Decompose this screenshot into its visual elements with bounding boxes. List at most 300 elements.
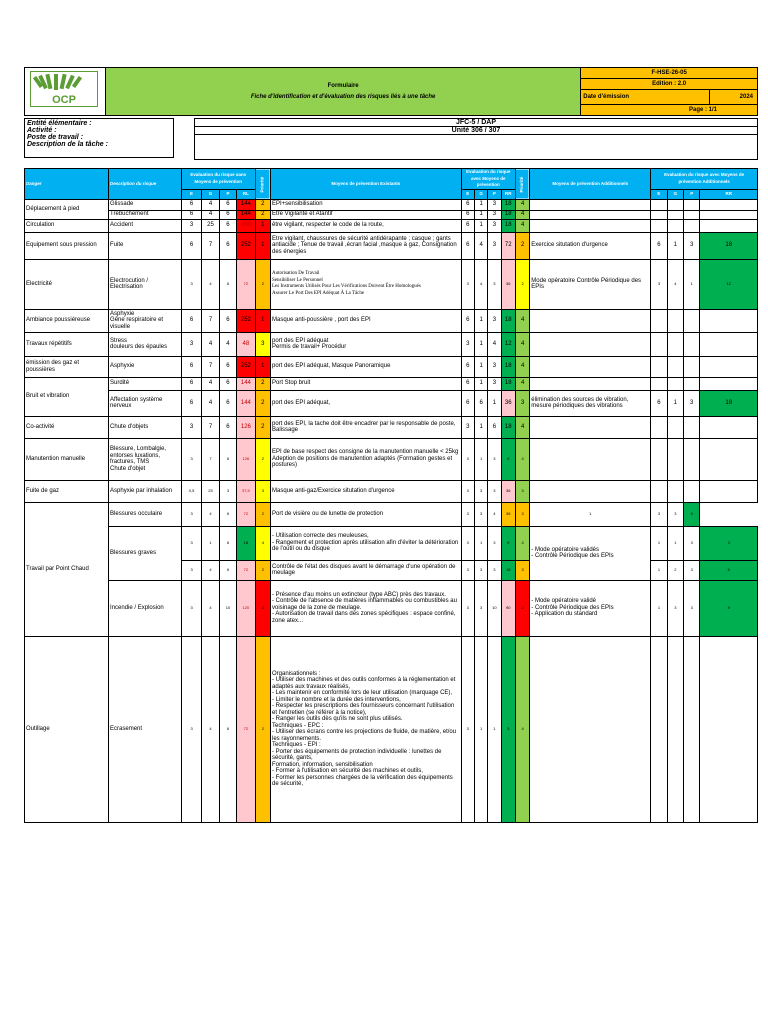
p2-value: 3 [488,526,501,560]
g2-value: 3 [474,580,487,636]
existing-means: Masque anti-gaz/Exercice situtation d'urgence [271,480,462,502]
col-rr3: RR [700,189,758,199]
rr3-value [700,309,758,332]
p3-value [684,199,700,210]
risk-description: Incendie / Explosion [109,580,182,636]
priority2-value: 4 [515,636,529,822]
priority-value: 2 [255,438,270,480]
rl-value: 126 [237,416,255,438]
task-info [24,118,174,158]
e3-value: 1 [651,526,667,560]
existing-means: EPI de base respect des consigne de la manutention manuelle < 25kg Adeption de positions de manutention adaptés (Formation gestes et postures) [271,438,462,480]
priority2-value: 4 [515,438,529,480]
table-row [25,416,758,438]
danger-cell: Electricité [25,259,109,309]
table-row [25,210,758,219]
p-value: 6 [219,259,236,309]
rl-value: 144 [237,210,255,219]
rr3-value [700,377,758,390]
description-label: Description de la tâche : [27,141,108,148]
rl-value: 72 [237,636,255,822]
e2-value: 3 [461,332,474,356]
rl-value: 37,5 [237,480,255,502]
priority-value: 2 [255,580,270,636]
e3-value [651,377,667,390]
table-header-row [25,169,758,190]
p-value: 6 [219,199,236,210]
g-value: 7 [202,438,219,480]
priority-value: 1 [255,232,270,259]
additional-means [530,219,651,232]
e-value: 3 [181,332,202,356]
priority2-value: 3 [515,502,529,526]
g3-value [667,332,683,356]
e3-value: 3 [651,259,667,309]
p3-value: 3 [684,526,700,560]
e3-value: 6 [651,390,667,416]
g2-value: 1 [474,210,487,219]
table-row [25,356,758,377]
rl-value: 144 [237,199,255,210]
p-value: 6 [219,210,236,219]
p-value: 6 [219,636,236,822]
p2-value: 3 [488,210,501,219]
p3-value [684,210,700,219]
danger-cell: Déplacement à pied [25,199,109,219]
g2-value: 4 [474,259,487,309]
e2-value: 3 [461,416,474,438]
priority2-value: 2 [515,580,529,636]
p2-value: 3 [488,438,501,480]
g3-value [667,416,683,438]
e-value: 3 [181,259,202,309]
ocp-logo [30,71,98,107]
p-value: 6 [219,309,236,332]
additional-means [530,377,651,390]
e3-value: 1 [651,560,667,580]
additional-means [530,210,651,219]
table-row [25,526,758,560]
rr-value: 18 [501,199,515,210]
p3-value: 1 [684,259,700,309]
table-row [25,377,758,390]
rr3-value [700,219,758,232]
e3-value: 1 [651,580,667,636]
additional-means: Exercice situtation d'urgence [530,232,651,259]
risk-description: Chute d'objets [109,416,182,438]
p2-value: 3 [488,377,501,390]
col-p3: P [684,189,700,199]
priority2-value: 2 [515,232,529,259]
p-value: 6 [219,390,236,416]
table-row [25,580,758,636]
g-value: 4 [202,210,219,219]
g2-value: 1 [474,199,487,210]
g3-value [667,309,683,332]
g-value: 25 [202,480,219,502]
existing-means: Autorisation De Travail Sensibiliser Le Personnel Les Instruments Utilisés Pour Les Vérifications Doivent Être Homologués Assurer Le Port Des EPI Adéquat À La Tâche [271,259,462,309]
rl-value: 72 [237,259,255,309]
e2-value: 3 [461,502,474,526]
existing-means: Port Stop bruit [271,377,462,390]
risk-description: Surdité [109,377,182,390]
col-rr: RR [501,189,515,199]
p-value: 6 [219,356,236,377]
e-value: 6 [181,390,202,416]
e2-value: 3 [461,526,474,560]
e3-value [651,416,667,438]
existing-means: - Présence d'au moins un extincteur (type ABC) près des travaux. - Contrôle de l'absence de matières inflammables ou combustibles au voisinage de la zone de meulage. - Autorisation de travail dans des zones spécifiques : espace confiné, zone atex... [271,580,462,636]
priority2-value: 4 [515,416,529,438]
rr-value: 18 [501,210,515,219]
eval-add-header: Evaluation du risque avec Moyens de prévention Additionnels [651,169,758,190]
existing-means: Port de visière ou de lunette de protection [271,502,462,526]
g-value: 4 [202,502,219,526]
danger-cell: Travail par Point Chaud [25,502,109,636]
g3-value [667,210,683,219]
p-value: 6 [219,377,236,390]
g2-value: 1 [474,332,487,356]
risk-description: Asphyxie par inhalation [109,480,182,502]
priority2-value: 3 [515,390,529,416]
table-row [25,199,758,210]
e3-value [651,210,667,219]
col-p: P [219,189,236,199]
g3-value: 2 [667,560,683,580]
danger-header: Danger [25,169,109,200]
rl-value: 72 [237,502,255,526]
rr-value: 36 [501,502,515,526]
additional-means [530,416,651,438]
rl-value: 126 [237,438,255,480]
e3-value [651,199,667,210]
p2-value: 3 [488,560,501,580]
danger-cell: Outillage [25,636,109,822]
g-value: 4 [202,199,219,210]
p2-value: 3 [488,219,501,232]
e-value: 6 [181,232,202,259]
e-value: 6 [181,210,202,219]
e2-value: 3 [461,636,474,822]
date-value: 2024 [709,90,757,105]
form-label: Formulaire [327,82,359,89]
e-value: 6 [181,199,202,210]
g-value: 4 [202,636,219,822]
e-value: 6 [181,356,202,377]
p-value: 6 [219,438,236,480]
table-row [25,438,758,480]
g2-value: 1 [474,356,487,377]
existing-means: être vigilant, respecter le code de la route, [271,219,462,232]
priority-value: 2 [255,416,270,438]
g3-value [667,377,683,390]
rr3-value: 9 [684,502,700,526]
priority-value: 1 [255,219,270,232]
risk-description: Trébuchement [109,210,182,219]
rr3-value: 12 [700,259,758,309]
date-label: Date d'émission [581,90,709,105]
p-value: 6 [219,526,236,560]
eval-avec-header: Evaluation du risque avec Moyens de prévention [461,169,515,190]
danger-cell: Travaux répétitifs [25,332,109,356]
g2-value: 1 [474,416,487,438]
p-value: 6 [219,219,236,232]
g2-value: 1 [474,526,487,560]
e3-value [651,480,667,502]
e2-value: 3 [461,438,474,480]
priority-value: 4 [255,526,270,560]
danger-cell: Circulation [25,219,109,232]
rr-value: 18 [501,560,515,580]
danger-cell: Bruit et vibration [25,377,109,416]
priority-value: 2 [255,210,270,219]
p3-value: 3 [684,390,700,416]
danger-cell: Ambiance poussiéreuse [25,309,109,332]
existing-means: port des EPI adéquat Permis de travail+ Procédur [271,332,462,356]
additional-means-header: Moyens de prévention Additionnels [530,169,651,200]
priority2-value: 4 [515,219,529,232]
existing-means: Organisationnels : - Utiliser des machines et des outils conformes à la réglementation et adaptés aux travaux réalisés, - Les maintenir en conformité lors de leur utilisation (marquage CE), - Limiter le nombre et la durée des interventions, - Respecter les prescriptions des fournisseurs concernant l'utilisation et l'entretien (se référer à la notice), - Ranger les outils dès qu'ils ne sont plus utilisés. Techniques - EPC : - Utiliser des écrans contre les projections de fluide, de matière, et/ou les rayonnements. Techniques - EPI : - Porter des équipements de protection individuelle : lunettes de sécurité, gants, Formation, information, sensibilisation - Former à l'utilisation en sécurité des machines et outils, - Former les personnes chargées de la vérification des équipements de sécurité, [271,636,462,822]
page-number: Page : 1/1 [581,105,758,116]
existing-means: port des EPI adéquat, Masque Panoramique [271,356,462,377]
existing-means: - Utilisation correcte des meuleuses, - Rangement et protection après utilisation afin d'éviter la détérioration de l'outil ou du disque [271,526,462,560]
e3-value [651,332,667,356]
rr3-value [700,210,758,219]
g3-value: 3 [667,580,683,636]
p3-value [684,636,700,822]
form-ref: F-HSE-26-05 [581,68,758,79]
rr-value: 9 [501,526,515,560]
priority-value: 2 [255,636,270,822]
e-value: 3 [181,219,202,232]
g3-value [667,636,683,822]
risk-description: Accident [109,219,182,232]
risk-description: Blessures occulaire [109,502,182,526]
priority2-value: 3 [515,560,529,580]
e3-value [651,636,667,822]
p2-value: 3 [488,199,501,210]
p2-value: 3 [488,356,501,377]
p3-value [684,480,700,502]
p2-value: 3 [488,232,501,259]
g3-value: 3 [651,502,667,526]
e3-value [651,438,667,480]
g-value: 7 [202,232,219,259]
rr-value: 18 [501,416,515,438]
col-g: G [202,189,219,199]
g3-value: 1 [667,526,683,560]
priority2-value: 4 [515,356,529,377]
e-value: 3 [181,636,202,822]
additional-means: - Mode opératoire validé - Contrôle Périodique des EPIs - Application du standard [530,580,651,636]
g2-value: 1 [474,636,487,822]
p3-value [684,377,700,390]
g2-value: 3 [474,480,487,502]
risk-description: Affectation système nerveux [109,390,182,416]
existing-means: Etre Vigilante et Atantif [271,210,462,219]
additional-means: Mode opératoire Contrôle Périodique des EPIs [530,259,651,309]
rr3-value: 18 [700,232,758,259]
col-e3: E [651,189,667,199]
p-value: 6 [219,560,236,580]
e-value: 6 [181,377,202,390]
e2-value: 3 [461,560,474,580]
rr3-value [700,332,758,356]
e-value: 3 [181,438,202,480]
g2-value: 1 [474,438,487,480]
p2-value: 1 [488,636,501,822]
col-rl: RL [237,189,255,199]
priority-value: 2 [255,390,270,416]
table-row [25,502,758,526]
rr-value: 36 [501,259,515,309]
rr-value: 72 [501,232,515,259]
description-header: Description du risque [109,169,182,200]
rr3-value: 3 [700,526,758,560]
priority-value: 2 [255,560,270,580]
priority2-value: 4 [515,526,529,560]
form-title-block [106,68,581,116]
g2-value: 1 [474,309,487,332]
priority2-value: 2 [515,259,529,309]
risk-description: Blessure, Lombalgie, entorses luxations, fractures, TMS Chute d'objet [109,438,182,480]
p3-value [684,416,700,438]
g-value: 25 [202,219,219,232]
e3-value [651,356,667,377]
e3-value [651,219,667,232]
e2-value: 6 [461,219,474,232]
risk-description: Asphyxie [109,356,182,377]
g2-value: 1 [474,219,487,232]
priority2-value: 4 [515,210,529,219]
rr-value: 90 [501,580,515,636]
activite-label: Activité : [27,127,57,134]
g2-value: 6 [474,390,487,416]
p2-value: 6 [488,416,501,438]
g3-value: 1 [667,232,683,259]
rr3-value: 18 [700,390,758,416]
g-value: 4 [202,390,219,416]
g-value: 4 [202,259,219,309]
rr-value: 18 [501,219,515,232]
p2-value: 10 [488,580,501,636]
g-value: 4 [202,560,219,580]
p3-value [684,309,700,332]
priority2-value: 4 [515,309,529,332]
unit-line-1: JFC-5 / DAP [195,119,757,127]
e-value: 3 [181,502,202,526]
g3-value [667,199,683,210]
table-row [25,480,758,502]
p3-value [684,332,700,356]
rl-value: 120 [237,580,255,636]
rl-value: 252 [237,232,255,259]
priority2-value: 4 [515,199,529,210]
e3-value [651,309,667,332]
g-value: 4 [202,332,219,356]
rr-value: 18 [501,356,515,377]
p3-value [684,356,700,377]
rl-value: 252 [237,356,255,377]
danger-cell: Equipement sous pression [25,232,109,259]
e-value: 6 [181,309,202,332]
risk-description: Stress douleurs des épaules [109,332,182,356]
table-row [25,259,758,309]
col-e2: E [461,189,474,199]
e2-value: 3 [461,259,474,309]
p2-value: 4 [488,502,501,526]
p3-value: 3 [684,232,700,259]
additional-means: - Mode opératoire validés - Contrôle Périodique des EPIs [530,526,651,580]
g3-value [667,480,683,502]
g3-value [667,219,683,232]
rr3-value [700,356,758,377]
e-value: 3 [181,526,202,560]
rl-value: 450 [237,219,255,232]
e2-value: 6 [461,377,474,390]
rr-value: 18 [501,377,515,390]
risk-description: Glissade [109,199,182,210]
additional-means [530,199,651,210]
p2-value: 3 [488,480,501,502]
p3-value: 3 [684,560,700,580]
p2-value: 4 [488,332,501,356]
risk-table [24,168,758,823]
risk-description: Electrocution / Electrisation [109,259,182,309]
form-header [24,67,758,116]
rr3-value [700,438,758,480]
p2-value: 1 [488,390,501,416]
additional-means [530,332,651,356]
e2-value: 6 [461,390,474,416]
g-value: 4 [202,377,219,390]
rr-value: 36 [501,390,515,416]
rl-value: 18 [237,526,255,560]
e2-value: 3 [461,480,474,502]
g2-value: 3 [474,560,487,580]
rr3-value [700,480,758,502]
table-row [25,232,758,259]
rr3-value: 9 [700,580,758,636]
existing-means: Etre vigilant, chaussures de sécurité antidérapante ; casque ; gants antiacide ; Tenue de travail ,écran facial ,masque à gaz, Consignation des énergies [271,232,462,259]
existing-means-header: Moyens de prévention Existants [271,169,462,200]
e3-value: 6 [651,232,667,259]
rr-value: 18 [501,309,515,332]
p-value: 6 [219,502,236,526]
g2-value: 4 [474,232,487,259]
rr-value: 36 [501,480,515,502]
unit-line-2: Unité 306 / 307 [195,127,757,135]
g-value: 4 [202,580,219,636]
eval-sans-header: Evaluation du risque sans Moyens de prévention [181,169,255,190]
e-value: 3 [181,580,202,636]
rr3-value [700,636,758,822]
rr-value: 12 [501,332,515,356]
p2-value: 3 [488,309,501,332]
priority-value: 3 [255,332,270,356]
col-e: E [181,189,202,199]
rr3-value [700,199,758,210]
col-g3: G [667,189,683,199]
table-row [25,332,758,356]
priority-value: 1 [255,309,270,332]
priority2-value: 4 [515,377,529,390]
g2-value: 3 [474,502,487,526]
risk-rows [25,199,758,822]
priority2-value: 4 [515,332,529,356]
g3-value: 1 [667,390,683,416]
e2-value: 6 [461,356,474,377]
